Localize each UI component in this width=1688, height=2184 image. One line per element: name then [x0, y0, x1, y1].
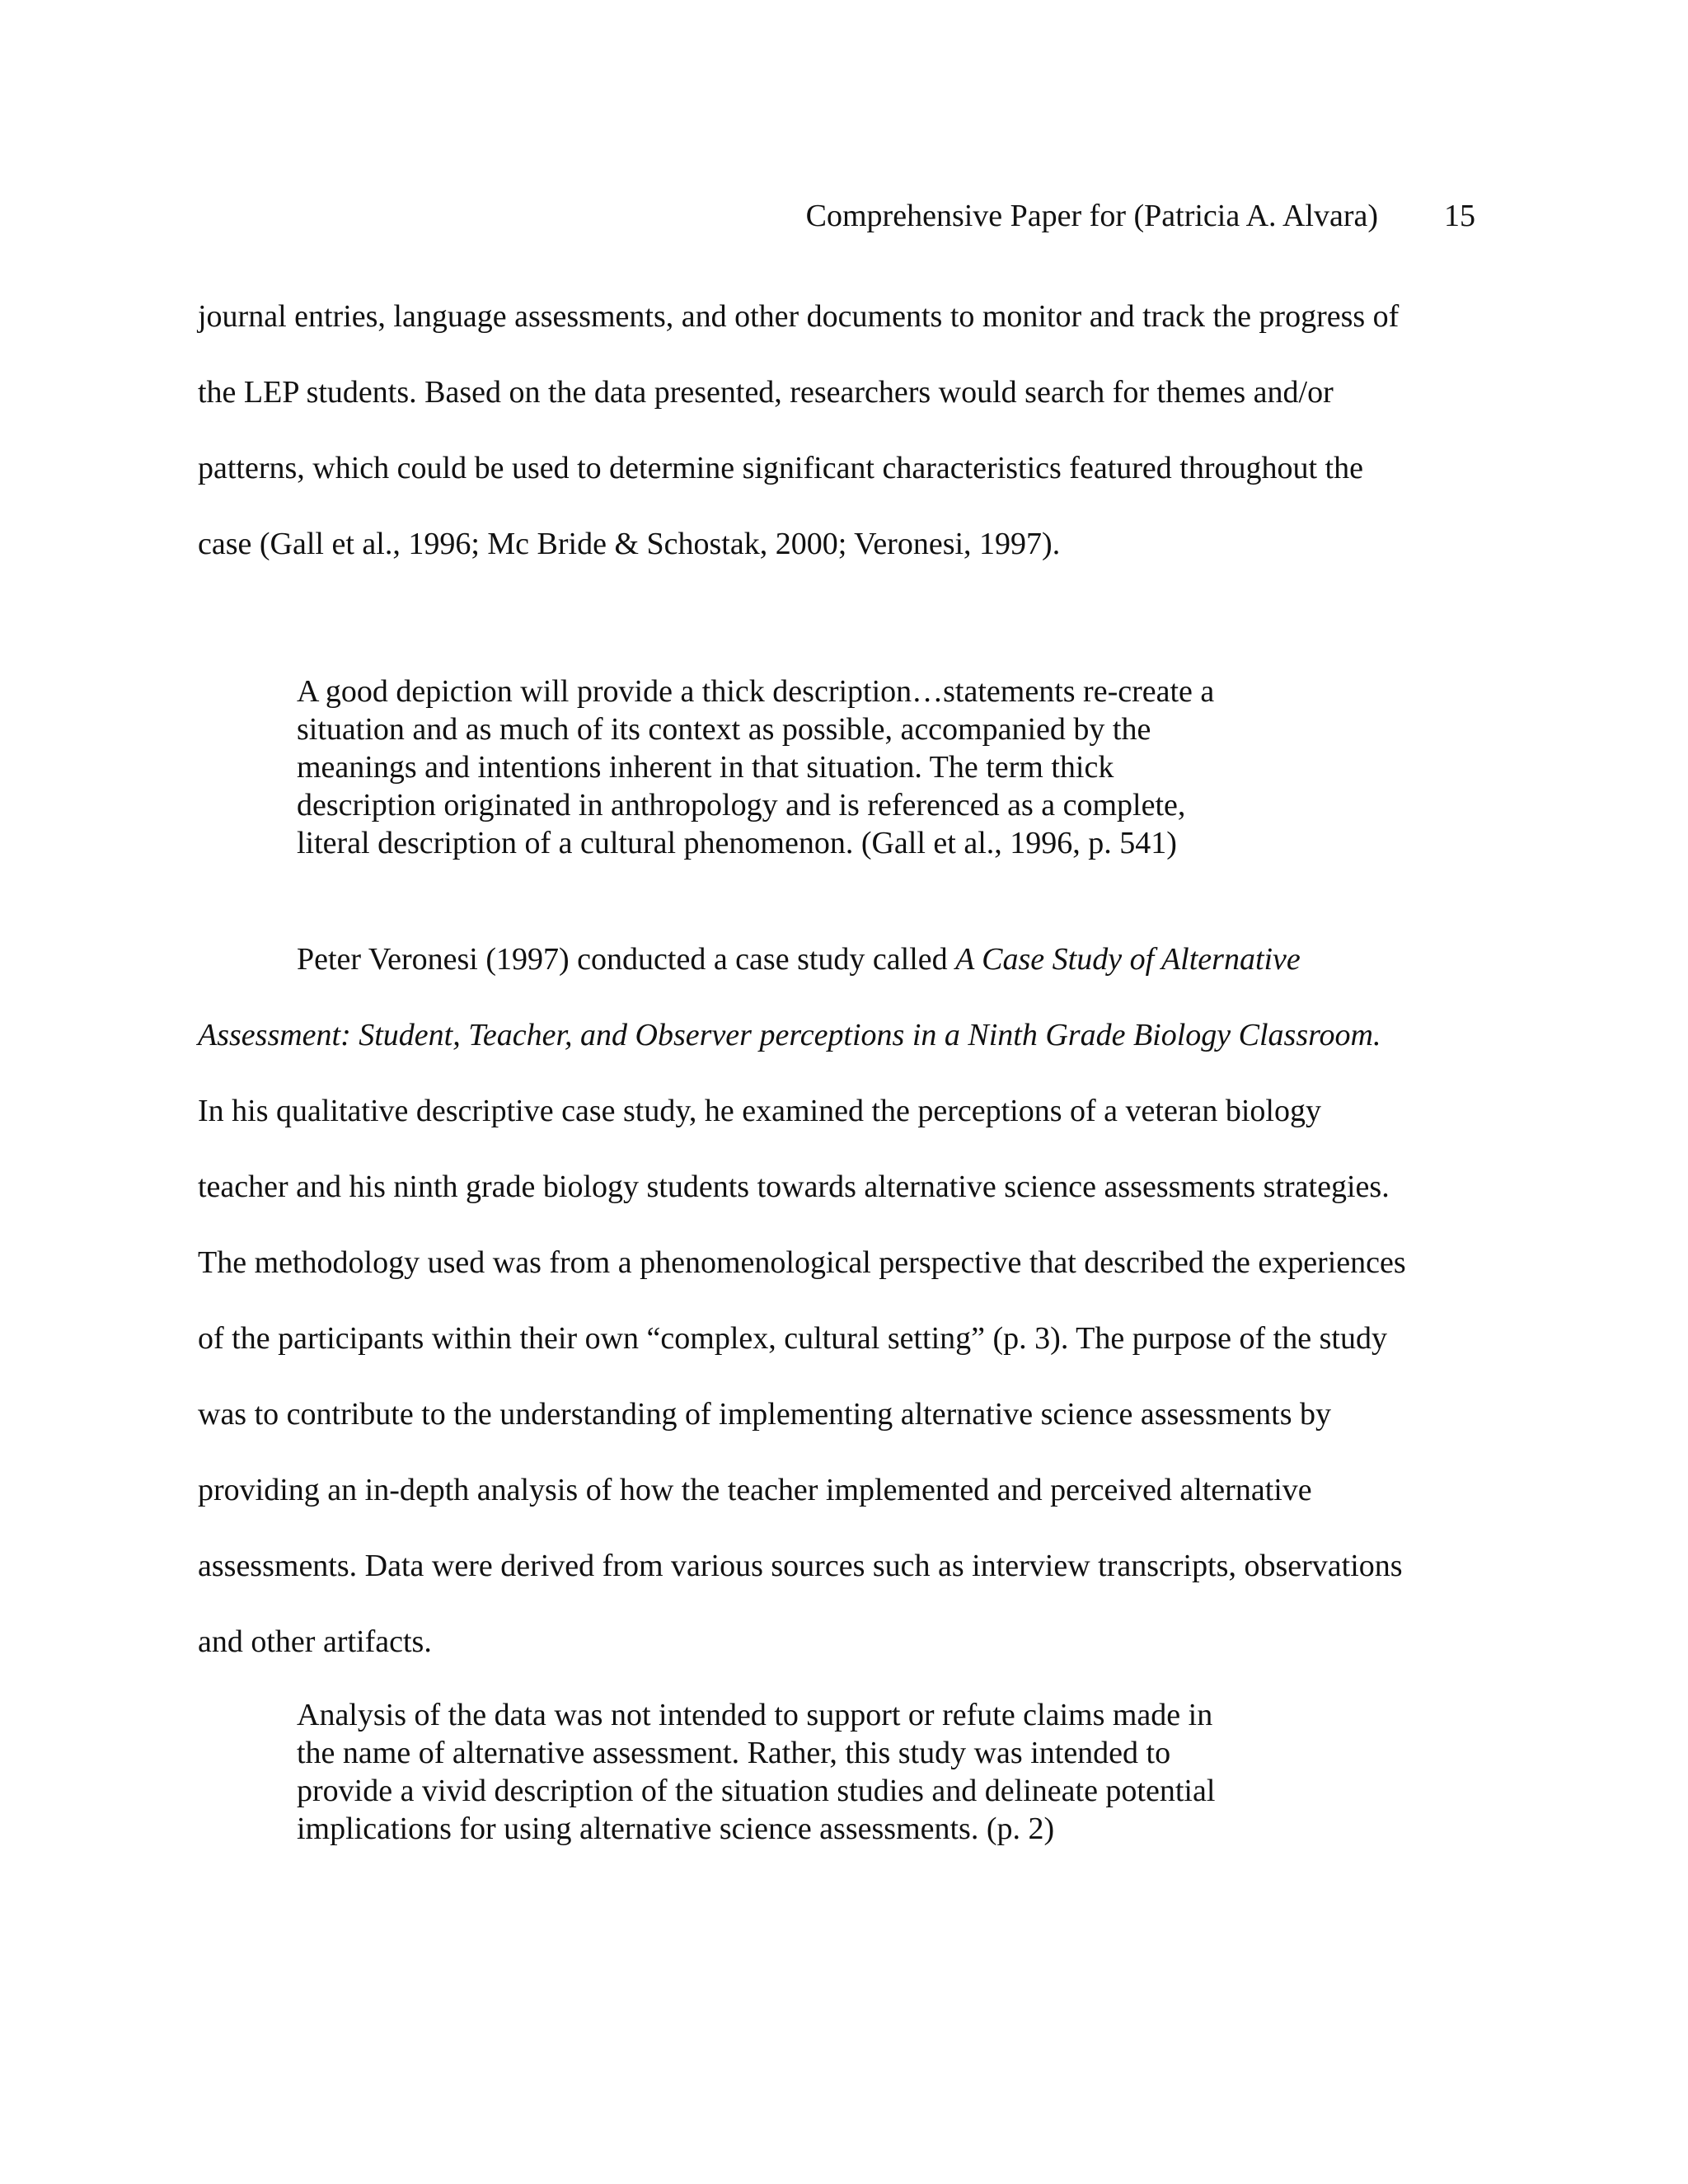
- text-line: teacher and his ninth grade biology students towards alternative science assessments strategies.: [198, 1169, 1390, 1204]
- text-line: and other artifacts.: [198, 1624, 432, 1659]
- text-line: case (Gall et al., 1996; Mc Bride & Schostak, 2000; Veronesi, 1997).: [198, 527, 1061, 561]
- running-head-title: Comprehensive Paper for (Patricia A. Alvara): [805, 199, 1378, 233]
- paragraph-1: [198, 279, 1484, 582]
- text-line: the LEP students. Based on the data presented, researchers would search for themes and/or: [198, 375, 1334, 410]
- text-line: [198, 921, 1484, 997]
- line-prefix: Peter Veronesi (1997) conducted a case study called: [297, 942, 956, 977]
- quote-line: A good depiction will provide a thick description…statements re-create a: [297, 674, 1215, 709]
- quote-line: meanings and intentions inherent in that situation. The term thick: [297, 750, 1114, 785]
- paragraph-2: [198, 921, 1484, 1680]
- study-title-part-2: Assessment: Student, Teacher, and Observer perceptions in a Ninth Grade Biology Classroom.: [198, 1018, 1381, 1052]
- quote-line: literal description of a cultural phenomenon. (Gall et al., 1996, p. 541): [297, 826, 1177, 860]
- text-line: providing an in-depth analysis of how the teacher implemented and perceived alternative: [198, 1473, 1312, 1507]
- block-quote-2: [297, 1696, 1311, 1848]
- page-number: 15: [1444, 199, 1475, 233]
- text-line: The methodology used was from a phenomenological perspective that described the experiences: [198, 1245, 1406, 1280]
- block-quote-1: [297, 673, 1311, 862]
- quote-line: situation and as much of its context as possible, accompanied by the: [297, 712, 1151, 747]
- quote-line: description originated in anthropology and is referenced as a complete,: [297, 788, 1186, 823]
- text-line: journal entries, language assessments, and other documents to monitor and track the progress of: [198, 299, 1400, 334]
- text-line: of the participants within their own “complex, cultural setting” (p. 3). The purpose of the study: [198, 1321, 1387, 1356]
- quote-line: implications for using alternative science assessments. (p. 2): [297, 1811, 1055, 1846]
- text-line: assessments. Data were derived from various sources such as interview transcripts, observations: [198, 1549, 1403, 1583]
- text-line: [198, 997, 1484, 1073]
- quote-line: Analysis of the data was not intended to support or refute claims made in: [297, 1698, 1213, 1732]
- study-title-part-1: A Case Study of Alternative: [955, 942, 1301, 977]
- quote-line: provide a vivid description of the situation studies and delineate potential: [297, 1774, 1216, 1808]
- text-line: In his qualitative descriptive case study, he examined the perceptions of a veteran biology: [198, 1094, 1321, 1128]
- text-line: patterns, which could be used to determine significant characteristics featured throughout the: [198, 451, 1363, 485]
- text-line: was to contribute to the understanding of implementing alternative science assessments by: [198, 1397, 1332, 1432]
- quote-line: the name of alternative assessment. Rather, this study was intended to: [297, 1736, 1171, 1770]
- running-head: [0, 196, 1475, 236]
